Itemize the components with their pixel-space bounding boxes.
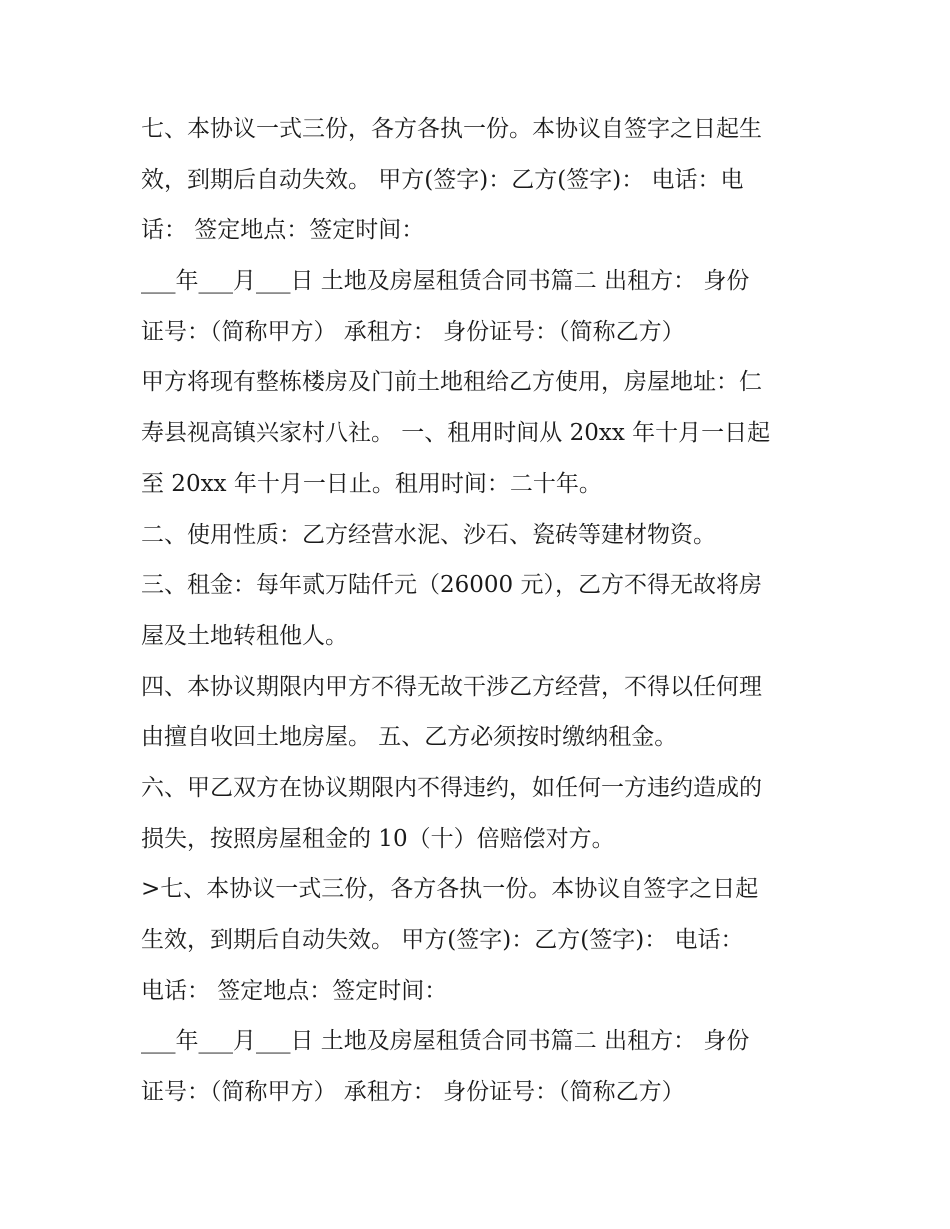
text-line: 四、本协议期限内甲方不得无故干涉乙方经营，不得以任何理 xyxy=(141,673,762,700)
text-line: ___年___月___日 土地及房屋租赁合同书篇二 出租方： 身份 xyxy=(141,1028,750,1055)
text-line: ___年___月___日 土地及房屋租赁合同书篇二 出租方： 身份 xyxy=(141,268,750,295)
text-line: 屋及土地转租他人。 xyxy=(141,622,348,649)
text-line: 七、本协议一式三份，各方各执一份。本协议自签字之日起生 xyxy=(141,116,762,142)
text-line: >七、本协议一式三份，各方各执一份。本协议自签字之日起 xyxy=(141,876,759,903)
text-line: 六、甲乙双方在协议期限内不得违约，如任何一方违约造成的 xyxy=(141,774,762,801)
text-line: 由擅自收回土地房屋。 五、乙方必须按时缴纳租金。 xyxy=(141,724,678,751)
text-line: 二、使用性质：乙方经营水泥、沙石、瓷砖等建材物资。 xyxy=(141,521,716,548)
text-line: 损失，按照房屋租金的 10（十）倍赔偿对方。 xyxy=(141,825,615,852)
text-line: 甲方将现有整栋楼房及门前土地租给乙方使用，房屋地址：仁 xyxy=(141,369,762,396)
text-line: 话： 签定地点：签定时间： xyxy=(141,217,425,244)
text-line: 三、租金：每年贰万陆仟元（26000 元），乙方不得无故将房 xyxy=(141,572,762,599)
text-line: 至 20xx 年十月一日止。租用时间：二十年。 xyxy=(141,470,602,497)
text-line: 生效，到期后自动失效。 甲方(签字)：乙方(签字)： 电话： xyxy=(141,927,744,953)
text-line: 证号：（简称甲方） 承租方： 身份证号：（简称乙方） xyxy=(141,318,685,345)
text-line: 电话： 签定地点：签定时间： xyxy=(141,977,448,1004)
document-body xyxy=(141,104,831,1118)
text-line: 证号：（简称甲方） 承租方： 身份证号：（简称乙方） xyxy=(141,1079,685,1106)
text-line: 效，到期后自动失效。 甲方(签字)：乙方(签字)： 电话：电 xyxy=(141,166,744,193)
text-line: 寿县视高镇兴家村八社。 一、租用时间从 20xx 年十月一日起 xyxy=(141,420,771,447)
